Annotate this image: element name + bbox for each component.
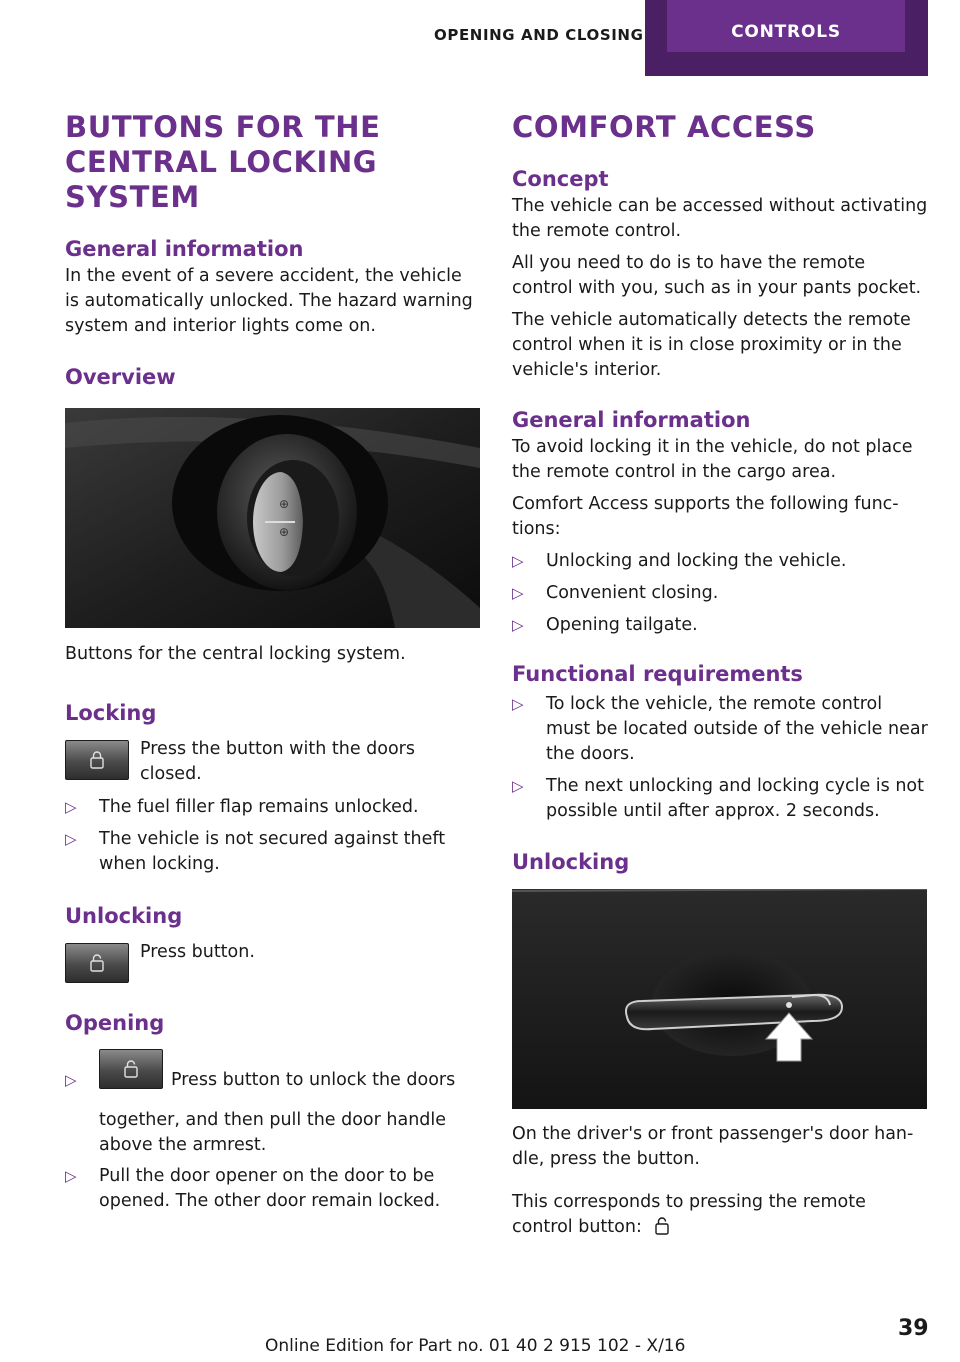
- lock-icon: [88, 750, 106, 770]
- requirements-list: [512, 692, 930, 824]
- bullet-icon: ▷: [65, 830, 77, 848]
- central-locking-photo: [65, 408, 480, 628]
- bullet-icon: ▷: [512, 584, 524, 602]
- door-handle-photo: [512, 889, 927, 1109]
- functions-list: [512, 549, 930, 638]
- concept-text-3: The vehicle automatically detects the remote control when it is in close proximity or in the vehicle's interior.: [512, 310, 911, 380]
- bullet-icon: ▷: [65, 1167, 77, 1185]
- page-number: 39: [898, 1316, 929, 1341]
- svg-text:⊕: ⊕: [279, 525, 290, 539]
- requirements-heading: Functional requirements: [512, 662, 803, 686]
- locking-text: Press the button with the doors closed.: [140, 739, 415, 784]
- bullet-icon: ▷: [65, 1071, 77, 1089]
- overview-caption: Buttons for the central locking system.: [65, 644, 406, 664]
- section-header: OPENING AND CLOSING: [434, 26, 644, 44]
- locking-list: [65, 795, 480, 877]
- lock-button-image: [65, 740, 129, 780]
- left-column: [65, 110, 480, 1214]
- bullet-icon: ▷: [65, 798, 77, 816]
- general-info-text-1: To avoid locking it in the vehicle, do not place the remote control in the cargo area.: [512, 437, 913, 482]
- general-info-text: In the event of a severe accident, the vehicle is automatically unlocked. The hazard warning system and interior lights come on.: [65, 266, 473, 336]
- bullet-icon: ▷: [512, 552, 524, 570]
- unlock-button-image: [99, 1049, 163, 1089]
- list-item: ▷ The fuel filler flap remains unlocked.: [65, 795, 480, 820]
- unlocking-heading: Unlocking: [65, 904, 183, 928]
- svg-text:⊕: ⊕: [279, 497, 290, 511]
- central-locking-image: [65, 408, 480, 628]
- unlock-icon: [122, 1059, 140, 1079]
- comfort-access-title: COMFORT ACCESS: [512, 110, 816, 144]
- locking-row: [65, 737, 480, 784]
- list-item: ▷ Convenient closing.: [512, 581, 930, 606]
- unlock-button-image: [65, 943, 129, 983]
- list-item: ▷ To lock the vehicle, the remote control must be located outside of the vehicle near the doors.: [512, 694, 928, 764]
- concept-text-2: All you need to do is to have the remote control with you, such as in your pants pocket.: [512, 253, 922, 298]
- concept-text-1: The vehicle can be accessed without activating the remote control.: [512, 196, 928, 241]
- unlocking-text: Press button.: [140, 942, 255, 962]
- concept-heading: Concept: [512, 167, 609, 191]
- bullet-icon: ▷: [512, 616, 524, 634]
- unlock-icon: [653, 1216, 671, 1236]
- general-info-heading: General information: [512, 408, 751, 432]
- list-item: ▷ Press button to unlock the doors together, and then pull the door handle above the armrest.: [65, 1049, 480, 1157]
- list-item: ▷ Unlocking and locking the vehicle.: [512, 549, 930, 574]
- chapter-tab-label: CONTROLS: [731, 22, 841, 42]
- bullet-icon: ▷: [512, 777, 524, 795]
- list-item: ▷ The next unlocking and locking cycle is not possible until after approx. 2 seconds.: [512, 776, 925, 821]
- unlocking-note: This corresponds to pressing the remote control button:: [512, 1192, 866, 1237]
- unlocking-heading: Unlocking: [512, 850, 630, 874]
- edition-footer: Online Edition for Part no. 01 40 2 915 102 - X/16: [265, 1336, 686, 1356]
- list-item: ▷ The vehicle is not secured against theft when locking.: [65, 829, 446, 874]
- list-item: ▷ Opening tailgate.: [512, 613, 930, 638]
- general-info-text-2: Comfort Access supports the following func‐ tions:: [512, 494, 899, 539]
- unlocking-row: [65, 940, 480, 981]
- right-column: [512, 110, 930, 1240]
- unlocking-caption: On the driver's or front passenger's door han‐ dle, press the button.: [512, 1124, 914, 1169]
- bullet-icon: ▷: [512, 695, 524, 713]
- door-handle-image: [512, 889, 927, 1109]
- unlock-icon: [88, 953, 106, 973]
- locking-heading: Locking: [65, 701, 157, 725]
- opening-heading: Opening: [65, 1011, 165, 1035]
- section-title: BUTTONS FOR THE CENTRAL LOCKING SYSTEM: [65, 110, 381, 214]
- general-info-heading: General information: [65, 237, 304, 261]
- opening-list: [65, 1049, 480, 1214]
- overview-heading: Overview: [65, 365, 176, 389]
- list-item: ▷ Pull the door opener on the door to be opened. The other door remain locked.: [65, 1166, 441, 1211]
